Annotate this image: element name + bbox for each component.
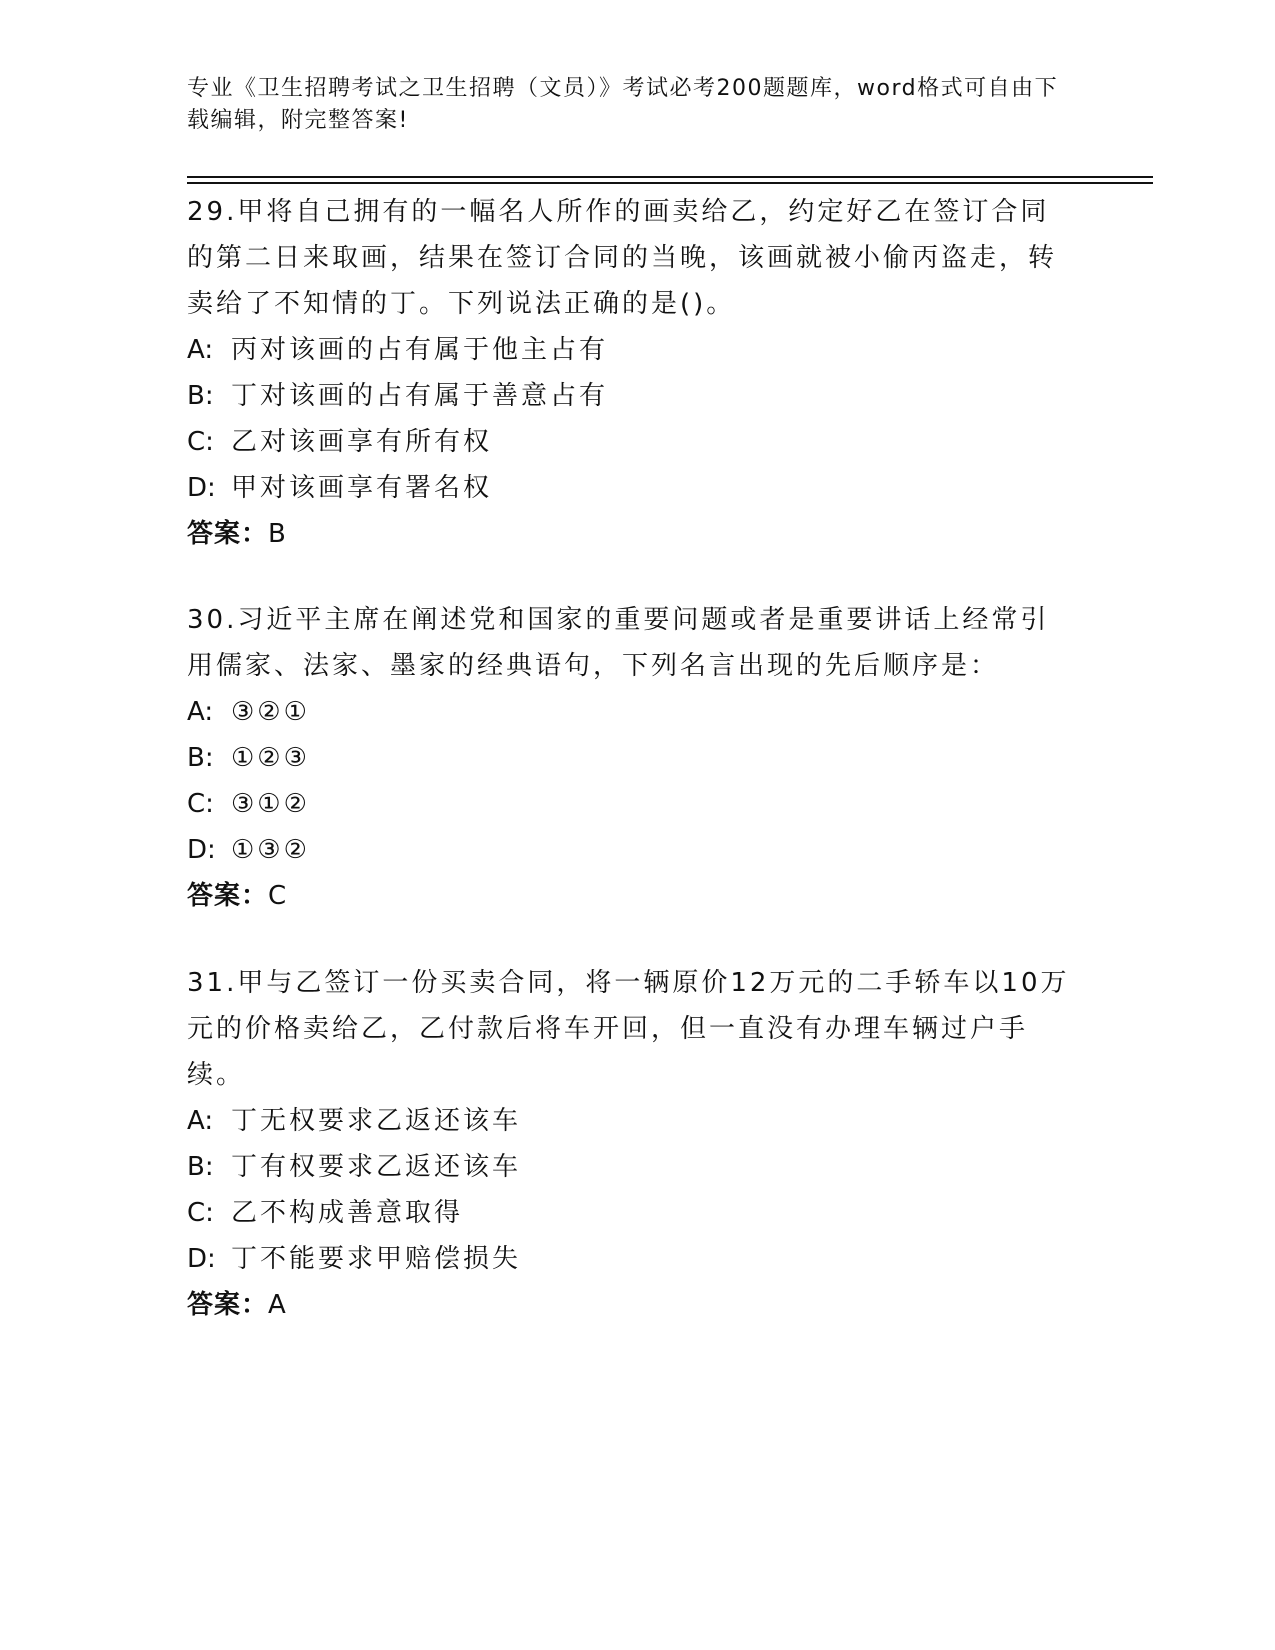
option-b <box>187 373 1077 419</box>
option-c <box>187 419 1077 465</box>
option-text: 甲对该画享有署名权 <box>231 473 493 503</box>
answer-line <box>187 873 1077 919</box>
option-b <box>187 1144 1077 1190</box>
option-d <box>187 827 1077 873</box>
option-key: C: <box>187 427 214 457</box>
option-key: C: <box>187 789 214 819</box>
option-text: 丁有权要求乙返还该车 <box>231 1152 522 1182</box>
option-text: 丁不能要求甲赔偿损失 <box>231 1244 522 1274</box>
option-key: D: <box>187 1244 216 1274</box>
question-29 <box>187 189 1077 557</box>
answer-value: C <box>268 881 288 911</box>
option-d <box>187 1236 1077 1282</box>
option-key: A: <box>187 1106 214 1136</box>
answer-line <box>187 1282 1077 1328</box>
question-stem: 30.习近平主席在阐述党和国家的重要问题或者是重要讲话上经常引用儒家、法家、墨家的经典语句，下列名言出现的先后顺序是： <box>187 605 1050 681</box>
answer-value: B <box>268 519 287 549</box>
option-key: A: <box>187 335 214 365</box>
option-key: D: <box>187 473 216 503</box>
option-key: B: <box>187 381 214 411</box>
option-text: 丙对该画的占有属于他主占有 <box>231 335 609 365</box>
header-divider-top <box>187 176 1153 178</box>
answer-label: 答案： <box>187 881 269 911</box>
document-header: 专业《卫生招聘考试之卫生招聘（文员）》考试必考200题题库，word格式可自由下载编辑，附完整答案! <box>187 76 1059 133</box>
answer-label: 答案： <box>187 1290 269 1320</box>
option-a <box>187 689 1077 735</box>
option-text: 丁无权要求乙返还该车 <box>231 1106 522 1136</box>
option-text: 丁对该画的占有属于善意占有 <box>231 381 609 411</box>
answer-label: 答案： <box>187 519 269 549</box>
option-b <box>187 735 1077 781</box>
option-c <box>187 781 1077 827</box>
option-text: ①②③ <box>231 743 310 773</box>
question-31 <box>187 960 1077 1328</box>
option-text: 乙不构成善意取得 <box>231 1198 464 1228</box>
answer-line <box>187 511 1077 557</box>
option-key: B: <box>187 1152 214 1182</box>
question-30 <box>187 597 1077 919</box>
option-key: C: <box>187 1198 214 1228</box>
question-stem: 31.甲与乙签订一份买卖合同，将一辆原价12万元的二手轿车以10万元的价格卖给乙，乙付款后将车开回，但一直没有办理车辆过户手续。 <box>187 968 1070 1090</box>
option-a <box>187 1098 1077 1144</box>
option-c <box>187 1190 1077 1236</box>
header-divider-bottom <box>187 182 1153 184</box>
option-a <box>187 327 1077 373</box>
option-key: A: <box>187 697 214 727</box>
option-key: B: <box>187 743 214 773</box>
answer-value: A <box>268 1290 287 1320</box>
option-text: ①③② <box>231 835 310 865</box>
option-d <box>187 465 1077 511</box>
option-text: ③①② <box>231 789 310 819</box>
question-stem: 29.甲将自己拥有的一幅名人所作的画卖给乙，约定好乙在签订合同的第二日来取画，结果在签订合同的当晚，该画就被小偷丙盗走，转卖给了不知情的丁。下列说法正确的是()。 <box>187 197 1058 319</box>
option-text: ③②① <box>231 697 310 727</box>
option-text: 乙对该画享有所有权 <box>231 427 493 457</box>
option-key: D: <box>187 835 216 865</box>
